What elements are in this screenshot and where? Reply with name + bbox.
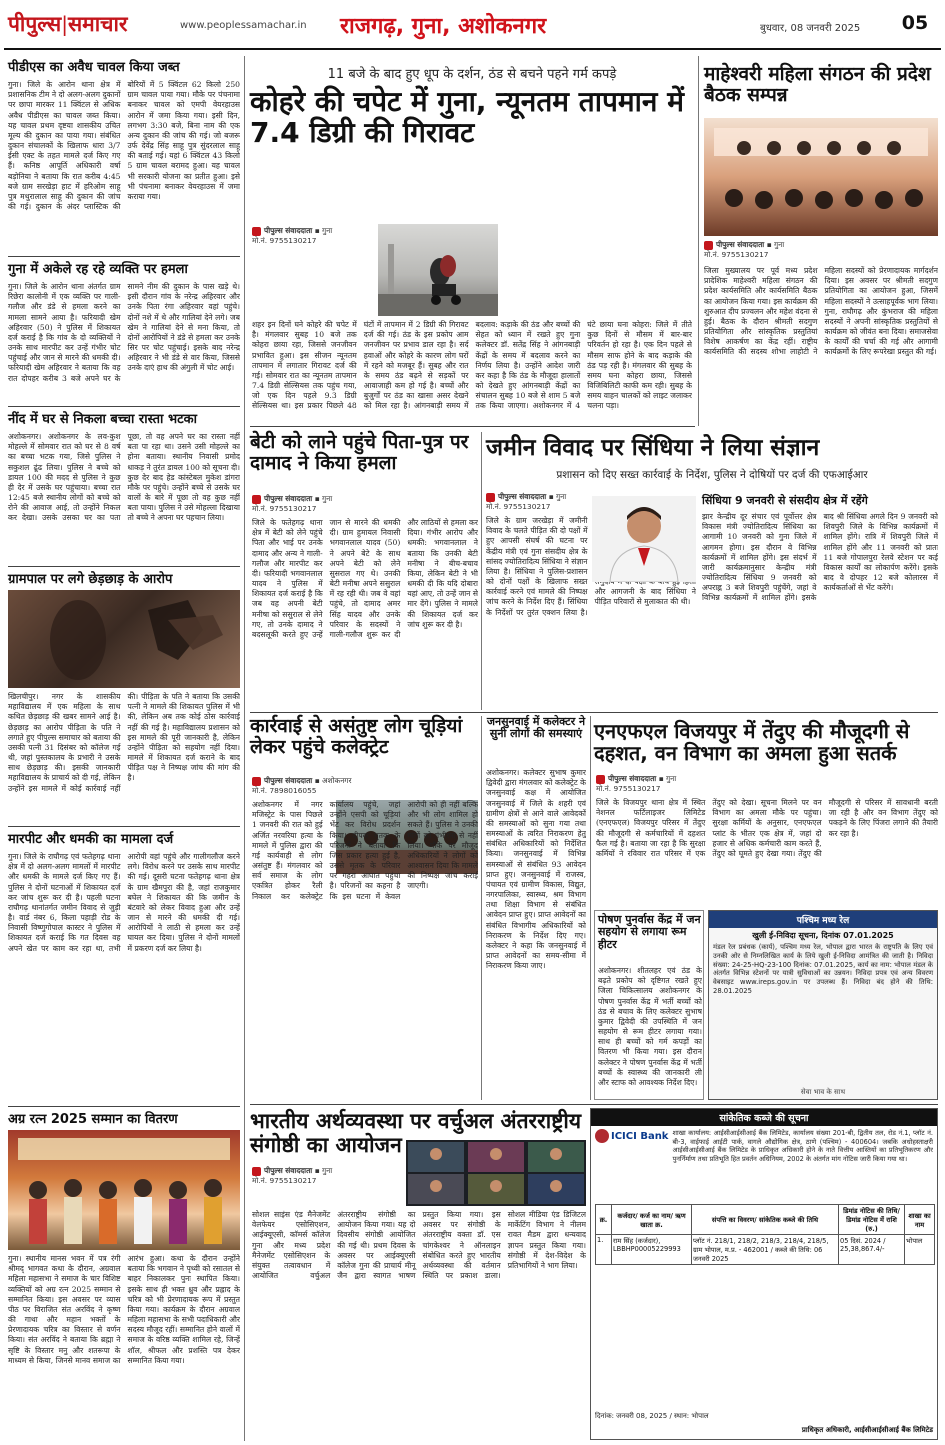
column-divider — [481, 432, 482, 710]
byline-place: गुना — [773, 240, 785, 249]
byline-source: पीपुल्स संवाददाता — [608, 774, 657, 783]
daughter-body: जिले के फतेहगढ़ थाना क्षेत्र में बेटी को लेने पहुंचे पिता और भाई पर उनके दामाद और अन्य ने गाली-गलौज और मारपीट कर दी। फरियादी भगवानलाल यादव ने पुलिस में शिकायत दर्ज कराई है कि जब वह अपनी बेटी मनीषा को ससुराल से लेने गए, तो उनके दामाद ने बदसलूकी करते हुए उन्हें जान से मारने की धमकी दी। ग्राम हुमायल निवासी भगवानलाल यादव (50) ने अपने बेटे के साथ अपने बेटी को लेने सुसराल गए थे। उनकी बेटी मनीषा अपने ससुराल में रह रही थी। जब वे वहां पहुंचे, तो दामाद अमर सिंह यादव और उनके परिवार के सदस्यों ने गाली-गलौज शुरू कर दी और लाठियों से हमला कर दिया। गंभीर आरोप और धमकी: भगवानलाल ने बताया कि उनकी बेटी मनीषा ने बीच-बचाव किया, लेकिन बेटी ने भी धमकी दी कि यदि दोबारा यहां आए, तो उन्हें जान से मार देंगे। पुलिस ने मामले की शिकायत दर्ज कर जांच शुरू कर दी है। — [252, 518, 478, 639]
bank-header: सांकेतिक कब्जे की सूचना — [591, 1109, 937, 1126]
maheshwari-photo — [704, 118, 938, 236]
section-rule — [250, 712, 938, 713]
hand-silhouette-illustration — [8, 590, 240, 688]
child-title: नींद में घर से निकला बच्चा रास्ता भटका — [8, 412, 197, 427]
bank-signature: प्राधिकृत अधिकारी, आईसीआईसीआई बैंक लिमिटेड — [801, 1426, 933, 1434]
column-divider — [244, 56, 245, 1441]
byline-phone: मो.नं. 9755130217 — [486, 501, 551, 511]
byline-phone: मो.नं. 9755130217 — [596, 783, 661, 793]
table-cell: भोपाल — [905, 1235, 935, 1265]
railway-body: मंडल रेल प्रबंधक (कार्य), पश्चिम मध्य रेल, भोपाल द्वारा भारत के राष्ट्रपति के लिए एवं उनकी ओर से निम्नलिखित कार्य के लिये खुली ई-निविदा आमंत्रित की जाती है। निविदा संख्या: 24-25-HQ-23-100 दिनांक: 07.01.2025, कार्य का नाम: भोपाल मंडल के अंतर्गत विभिन्न स्टेशनों पर यात्री सुविधाओं का उन्नयन। निविदा प्रपत्र एवं अन्य विवरण वेबसाइट www.ireps.gov.in पर उपलब्ध हैं। निविदा बंद होने की तिथि: 28.01.2025 — [713, 943, 933, 996]
heater-headline: पोषण पुनर्वास केंद्र में जन सहयोग से लगाया रूम हीटर — [598, 913, 701, 951]
assault-title: मारपीट और धमकी का मामला दर्ज — [8, 832, 174, 847]
table-cell: प्लॉट नं. 218/1, 218/2, 218/3, 218/4, 218/5, ग्राम भोपाल, म.प्र. - 462001 / कब्जे की तिथि: 06 जनवरी 2025 — [692, 1235, 839, 1265]
railway-tender-ad — [708, 910, 938, 1100]
fog-headline: कोहरे की चपेट में गुना, न्यूनतम तापमान में 7.4 डिग्री की गिरावट — [250, 85, 684, 150]
railway-title: खुली ई-निविदा सूचना, दिनांक 07.01.2025 — [752, 931, 894, 940]
byline-source: पीपुल्स संवाददाता — [716, 240, 765, 249]
seminar-byline: पीपुल्स संवाददाता ▪ गुना मो.नं. 9755130217 — [252, 1166, 333, 1185]
alone-title: गुना में अकेले रह रहे व्यक्ति पर हमला — [8, 262, 188, 277]
assault-body: गुना। जिले के राघौगढ़ एवं फतेहगढ़ थाना क्षेत्र में दो अलग-अलग मामलों में मारपीट और धमकी के मामले दर्ज किए गए हैं। पुलिस ने दोनों घटनाओं में शिकायत दर्ज कर जांच शुरू कर दी है। पहली घटना राघौगढ़ थानांतर्गत जमीन विवाद से जुड़ी है। वार्ड नंबर 6, किला पहाड़ी रोड के निवासी विष्णुगोपाल कास्टर ने पुलिस में शिकायत दर्ज कराई कि गत दिवस वह अपने खेत पर काम कर रहा था, तभी आरोपी वहां पहुंचे और गालीगलौज करने लगे। विरोध करने पर उसके साथ मारपीट की गई। दूसरी घटना फतेहगढ़ थाना क्षेत्र के ग्राम खैमपुरा की है, जहां राजकुमार बघेल ने शिकायत की कि जमीन के बंटवारे को लेकर विवाद हुआ और उन्हें जान से मारने की धमकी दी गई। आरोपियों ने लाठी से हमला कर उन्हें घायल कर दिया। पुलिस ने दोनों मामलों में प्रकरण दर्ज कर लिया है। — [8, 852, 240, 953]
icici-logo-text: ICICI Bank — [611, 1130, 669, 1142]
maheshwari-byline: पीपुल्स संवाददाता ▪ गुना मो.नं. 9755130217 — [704, 240, 785, 259]
newspaper-logo — [8, 10, 128, 38]
page-number: 05 — [901, 12, 929, 34]
icici-logo — [595, 1129, 668, 1143]
seminar-headline: भारतीय अर्थव्यवस्था पर वर्चुअल अंतरराष्ट्रीय संगोष्ठी का आयोजन — [250, 1109, 582, 1157]
byline-phone: मो.नं. 9755130217 — [252, 235, 317, 245]
byline-marker — [252, 495, 261, 504]
protest-headline: कार्रवाई से असंतुष्ट लोग चूड़ियां लेकर पहुंचे कलेक्ट्रेट — [250, 715, 463, 759]
byline-marker — [252, 227, 261, 236]
meeting-audience-illustration — [704, 118, 938, 236]
byline-source: पीपुल्स संवाददाता — [264, 776, 313, 785]
logo-right: समाचार — [67, 12, 128, 36]
hearing-body: अशोकनगर। कलेक्टर सुभाष कुमार द्विवेदी द्वारा मंगलवार को कलेक्ट्रेट के जनसुनवाई कक्ष में आयोजित जनसुनवाई में जिले के शहरी एवं ग्रामीण क्षेत्रों से आने वाले आवेदकों की समस्याओं को सुना गया तथा समस्याओं के त्वरित निराकरण हेतु संबंधित अधिकारियों को निर्देशित किया। जनसुनवाई में विभिन्न समस्याओं से संबंधित 93 आवेदन प्राप्त हुए। जनसुनवाई में राजस्व, पंचायत एवं ग्रामीण विकास, विद्युत, नगरपालिका, स्वास्थ्य, श्रम विभाग तथा शिक्षा विभाग से संबंधित आवेदन प्राप्त हुए। प्राप्त आवेदनों का संबंधित विभागीय अधिकारियों को निराकरण के निर्देश दिए गए। कलेक्टर ने कहा कि जनसुनवाई में प्राप्त आवेदनों का समय-सीमा में निराकरण किया जाए। — [486, 768, 586, 971]
daughter-byline: पीपुल्स संवाददाता ▪ गुना मो.नं. 9755130217 — [252, 494, 333, 513]
molest-title: ग्रामपाल पर लगे छेड़छाड़ के आरोप — [8, 572, 173, 587]
byline-place: गुना — [665, 774, 677, 783]
award-body: गुना। स्थानीय मानस भवन में पत्र रंगी श्रीमद्‍ भागवत कथा के दौरान, अग्रवाल महिला महासभा ने समाज के चार विशिष्ट व्यक्तियों को अग्र रत्न 2025 सम्मान से सम्मानित किया। इस अवसर पर व्यास पीठ पर विराजित संत अरविंद ने कृष्ण की गाथा और महान भक्तों के प्रेरणादायक चरित्र का विस्तार से वर्णन किया। संत अरविंद ने बताया कि ब्रह्मा ने सृष्टि के विस्तार मनु और शतरूपा के माध्यम से किया, जिनसे मानव समाज का आरंभ हुआ। कथा के दौरान उन्होंने बताया कि भगवान ने पृथ्वी को रसातल से बाहर निकालकर पुनः स्थापित किया। इसके साथ ही भक्त ध्रुव और प्रह्लाद के चरित्र को भी प्रेरणादायक रूप में प्रस्तुत किया गया। कार्यक्रम के दौरान अग्रवाल महिला महासभा के सभी पदाधिकारी और सदस्य मौजूद रहीं। सम्मानित होने वालों में समाज के वरिष्ठ व्यक्ति शामिल रहे, जिन्हें शॉल, श्रीफल और प्रशस्ति पत्र देकर सम्मानित किया गया। — [8, 1254, 240, 1365]
logo-left: पीपुल्स — [8, 12, 62, 36]
byline-marker — [252, 777, 261, 786]
section-rule — [250, 426, 695, 427]
maheshwari-body: जिला मुख्यालय पर पूर्व मध्य प्रदेश प्रादेशिक माहेश्वरी महिला संगठन की प्रदेश कार्यसमिति और कार्यसमिति बैठक का आयोजन किया गया। इस कार्यक्रम की शुरुआत दीप प्रज्वलन और महेश वंदना से हुई। बैठक के दौरान श्रीमती सदगुण प्रतियोगिता और सांस्कृतिक प्रस्तुतियां विशेष आकर्षण का केंद्र रहीं। राष्ट्रीय कार्यसमिति की सदस्य शोभा लाहोटी ने महिला सदस्यों को प्रेरणादायक मार्गदर्शन दिया। इस अवसर पर श्रीमती सदगुण प्रतियोगिता का आयोजन हुआ, जिसमें महिला सदस्यों ने उत्साहपूर्वक भाग लिया। गुना, राघौगढ़ और कुंभराज की महिला सदस्यों ने अपनी सांस्कृतिक प्रस्तुतियों से कार्यक्रम को जीवंत बना दिया। समाजसेवा के कार्यों की चर्चा की गई और आगामी कार्यक्रमों के लिए रूपरेखा प्रस्तुत की गई। — [704, 266, 938, 357]
bank-col-header: संपत्ति का विवरण/ सांकेतिक कब्जे की तिथि — [692, 1205, 839, 1235]
byline-place: अशोकनगर — [321, 776, 352, 785]
bank-col-header: शाखा का नाम — [905, 1205, 935, 1235]
website-link[interactable]: www.peoplessamachar.in — [180, 20, 307, 31]
issue-date: बुधवार, 08 जनवरी 2025 — [760, 23, 861, 34]
edition-title: राजगढ़, गुना, अशोकनगर — [340, 14, 547, 39]
railway-footer: सेवा भाव के साथ — [800, 1088, 846, 1096]
scindia-deck: प्रशासन को दिए सख्त कार्रवाई के निर्देश, पुलिस ने दोषियों पर दर्ज की एफआईआर — [556, 469, 868, 481]
table-row — [596, 1235, 935, 1265]
byline-place: गुना — [321, 1166, 333, 1175]
scindia-portrait — [592, 496, 696, 582]
politician-portrait-illustration — [592, 496, 696, 582]
scindia-headline: जमीन विवाद पर सिंधिया ने लिया संज्ञान — [486, 435, 820, 461]
table-cell: राम सिंह (कर्जदार), LBBHP00005229993 — [612, 1235, 692, 1265]
byline-marker — [486, 493, 495, 502]
protest-byline: पीपुल्स संवाददाता ▪ अशोकनगर मो.नं. 7898016055 — [252, 776, 352, 795]
byline-marker — [704, 241, 713, 250]
bank-intro-row — [591, 1126, 937, 1202]
visit-body: झार केन्द्रीय दूर संचार एवं पूर्वोत्तर क्षेत्र विकास मंत्री ज्योतिरादित्य सिंधिया का आगामी 10 जनवरी को गुना जिले में आगमन होगा। इस दौरान वे विभिन्न कार्यक्रमों में शामिल होंगे। इस संदर्भ में जारी कार्यक्रमानुसार केन्द्रीय मंत्री ज्योतिरादित्य सिंधिया 9 जनवरी को अपराह्न 3 बजे शिवपुरी पहुंचेंगे, जहां वे विभिन्न कार्यक्रमों में शामिल होंगे। इसके बाद श्री सिंधिया अगले दिन 9 जनवरी को शिवपुरी जिले के विभिन्न कार्यक्रमों में शामिल होंगे। रात्रि में शिवपुरी जिले में शामिल होंगे और 11 जनवरी को प्रातः 11 बजे गोपालपुरा रेलवे स्टेशन पर कई विकास कार्यों का लोकार्पण करेंगे। इसके बाद वे दोपहर 12 बजे कोलारस में कार्यकर्ताओं से भेंट करेंगे। — [702, 512, 938, 603]
section-rule — [8, 256, 240, 257]
byline-place: गुना — [321, 494, 333, 503]
section-rule — [250, 1104, 938, 1105]
scindia-byline: पीपुल्स संवाददाता ▪ गुना मो.नं. 9755130217 — [486, 492, 567, 511]
child-body: अशोकनगर। अशोकनगर के लव-कुश मोहल्ले में सोमवार रात को घर से 8 वर्ष का बच्चा भटक गया, जिसे पुलिस ने सकुशल ढूंढ लिया। पुलिस ने बच्चे को डायल 100 की मदद से पुलिस ने कुछ ही देर में उसके घर पहुंचाया। बच्चा रात 12:45 बजे स्थानीय लोगों को बच्चे को रोने की आवाज आई, तो उन्होंने निकल कर देखा। उसके उसका घर का पता पूछा, तो वह अपने घर का रास्ता नहीं बता पा रहा था। उसने उसी मोहल्ले का होना बताया। स्थानीय निवासी प्रमोद धाकड़ ने तुरंत डायल 100 को सूचना दी। कुछ देर बाद हेड कांस्टेबल मुकेश डांगरा मौके पर पहुंचे। उन्होंने बच्चे से उसके घर वालों के बारे में पूछा तो वह कुछ नहीं बता पाया। पुलिस ने उसे मोहल्ला दिखाया तो बच्चे ने अपना घर पहचान लिया। — [8, 432, 240, 523]
bank-notice-ad — [590, 1108, 938, 1440]
byline-source: पीपुल्स संवाददाता — [498, 492, 547, 501]
byline-marker — [596, 775, 605, 784]
fog-kicker: 11 बजे के बाद हुए धूप के दर्शन, ठंड से बचने पहने गर्म कपड़े — [327, 67, 617, 82]
byline-phone: मो.नं. 7898016055 — [252, 785, 317, 795]
logo-divider: | — [61, 12, 68, 36]
section-rule — [8, 1106, 240, 1107]
bank-table — [595, 1204, 935, 1265]
leopard-byline: पीपुल्स संवाददाता ▪ गुना मो.नं. 9755130217 — [596, 774, 677, 793]
bank-col-header: कर्जदार/ कर्ज का नाम/ ऋण खाता क्र. — [612, 1205, 692, 1235]
molest-body: खिलचीपुर। नगर के शासकीय महाविद्यालय में एक महिला के साथ कथित छेड़छाड़ की खबर सामने आई है। छेड़छाड़ का आरोप पीड़िता के पति ने लगाते हुए पीपुल्स समाचार को बताया की उसकी पत्नी 31 दिसंबर को कॉलेज गई थी, जहां पुस्तकालय के प्रभारी ने उसके साथ छेड़छाड़ की। इसकी जानकारी महाविद्यालय के प्राचार्य को दी गई, लेकिन उन्होंने इस मामले में कोई कार्रवाई नहीं की। पीड़िता के पति ने बताया कि उसकी पत्नी ने मामले की शिकायत पुलिस में भी की, लेकिन अब तक कोई ठोस कार्रवाई नहीं की गई है। महाविद्यालय प्रशासन को इस मामले की पूरी जानकारी है, लेकिन उन्होंने पीड़िता को सहयोग नहीं दिया। मामले में शिकायत दर्ज कराने के बाद पीड़ित पक्ष ने निष्पक्ष जांच की मांग की है। — [8, 692, 240, 793]
scindia-body: जिले के ग्राम जरखेड़ा में जमीनी विवाद के चलते पीड़ित की दो पक्षों में हुए आपसी संघर्ष की घटना पर केंद्रीय मंत्री एवं गुना संसदीय क्षेत्र के सांसद ज्योतिरादित्य सिंधिया ने संज्ञान लिया है। सिंधिया ने पुलिस-प्रशासन को दोनों पक्षों के खिलाफ सख्त कार्रवाई करने एवं मामले की निष्पक्ष जांच करने के निर्देश दिए हैं। सिंधिया के निर्देशों पर तुरंत एक्शन लिया है। और आगजनी के बाद सिंधिया ने पीड़ित परिवारों से मुलाकात की थी। — [486, 516, 696, 617]
molestation-photo — [8, 590, 240, 688]
protest-body: अशोकनगर में नगर मजिस्ट्रेट के पास पिछले 1 जनवरी की रात को हुई अर्जित नरवरिया हत्या के मामले में पुलिस द्वारा की गई कार्यवाही से लोग असंतुष्ट हैं। मंगलवार को सर्व समाज के लोग एकत्रित होकर रैली निकाल कर कलेक्ट्रेट कार्यालय पहुंचे, जहां उन्होंने एसपी को चूड़ियां भेंट कर विरोध प्रदर्शन किया। दीपक मृतक के परिजनों ने बताया कि जिस प्रकार हत्या हुई है, उससे मृतक के परिवार पर गहरा आघात पहुंचा है। परिजनों का कहना है कि इस घटना में केवल आरोपी को ही नहीं बल्कि और भी लोग शामिल हो सकते हैं। पुलिस ने उनकी मांगों को गंभीरता से नहीं लिया। मौके पर मौजूद अधिकारियों ने लोगों को आश्वासन दिया कि मामले की निष्पक्ष जांच कराई जाएगी। — [252, 800, 478, 901]
byline-phone: मो.नं. 9755130217 — [252, 503, 317, 513]
icici-logo-mark — [595, 1129, 609, 1143]
award-title: अग्र रत्न 2025 सम्मान का वितरण — [8, 1112, 178, 1127]
seminar-body: सोशल साइंस एंड मैनेजमेंट वेलफेयर एसोसिएशन, आईक्यूएसी, कॉमर्स कॉलेज गुना और मध्य प्रदेश मैनेजमेंट एसोसिएशन के संयुक्त तत्वावधान में आयोजित वर्चुअल अंतरराष्ट्रीय संगोष्ठी का आयोजन किया गया। यह दो दिवसीय संगोष्ठी आयोजित की गई थी। प्रथम दिवस के अवसर पर आईक्यूएसी कॉलेज गुना की प्राचार्य मीनू जैन द्वारा स्वागत भाषण प्रस्तुत किया गया। इस अवसर पर संगोष्ठी के अंतरराष्ट्रीय वक्ता डॉ. एस चांगकेश्वर ने ऑनलाइन संबोधित करते हुए भारतीय अर्थव्यवस्था की वर्तमान स्थिति पर प्रकाश डाला। सोशल मीडिया एंड डिजिटल मार्केटिंग विभाग ने नीलम रावत मैडम द्वारा धन्यवाद ज्ञापन प्रस्तुत किया गया। संगोष्ठी में देश-विदेश के प्रतिभागियों ने भाग लिया। — [252, 1210, 586, 1281]
section-rule — [8, 566, 240, 567]
masthead-rule — [4, 48, 941, 50]
column-divider — [481, 716, 482, 1100]
rice-title: पीडीएस का अवैध चावल किया जब्त — [8, 60, 180, 75]
section-rule — [8, 826, 240, 827]
table-cell: 05 दिसं. 2024 / 25,38,867.4/- — [839, 1235, 905, 1265]
railway-header: पश्चिम मध्य रेल — [709, 911, 937, 928]
masthead — [0, 0, 945, 52]
visit-title: सिंधिया 9 जनवरी से संसदीय क्षेत्र में रहेंगे — [702, 494, 868, 507]
fog-body: शहर इन दिनों घने कोहरे की चपेट में है। मंगलवार सुबह 10 बजे तक कोहरा छाया रहा, जिससे जनजीवन प्रभावित हुआ। इस सीजन न्यूनतम तापमान में लगातार गिरावट दर्ज की गई। सोमवार रात का न्यूनतम तापमान 7.4 डिग्री सेल्सियस तक पहुंच गया, जो एक दिन पहले 9.3 डिग्री सेल्सियस था। इस प्रकार पिछले 48 घंटों में तापमान में 2 डिग्री की गिरावट दर्ज की गई। ठंड के इस प्रकोप आम जनजीवन पर प्रभाव डाल रहा है। सर्द हवाओं और कोहरे के कारण लोग घरों में रहने को मजबूर हैं। सुबह और रात के समय ठंड बढ़ने से सड़कों पर आवाजाही कम हो गई है। बच्चों और बुजुर्गों पर ठंड का खासा असर देखने को मिल रहा है। आंगनबाड़ी समय में बदलाव: कड़ाके की ठंड और बच्चों की सेहत को ध्यान में रखते हुए गुना कलेक्टर डॉ. सतेंद्र सिंह ने आंगनबाड़ी केंद्रों के समय में बदलाव करने का निर्णय लिया है। उन्होंने आदेश जारी कर कहा है कि ठंड के मौजूदा हालातों को देखते हुए आंगनबाड़ी केंद्रों का संचालन सुबह 10 बजे से शाम 5 बजे तक किया जाएगा। अशोकनगर में 4 घंटे छाया घना कोहरा: जिले में तीते कुछ दिनों से मौसम में बार-बार परिवर्तन हो रहा है। एक दिन पहले से मौसम साफ होने के बाद कड़ाके की ठंड पड़ रही है। मंगलवार की सुबह के समय घना कोहरा छाया, जिससे विजिबिलिटी काफी कम रही। सुबह के समय वाहन चालकों को लाइट जलाकर चलना पड़ा। — [252, 320, 692, 411]
fog-byline: पीपुल्स संवाददाता ▪ गुना मो.नं. 9755130217 — [252, 226, 333, 245]
column-divider — [698, 56, 699, 426]
leopard-headline: एनएफएल विजयपुर में तेंदुए की मौजूदगी से दहशत, वन विभाग का अमला हुआ सतर्क — [594, 719, 910, 766]
heater-body: अशोकनगर। शीतलहर एवं ठंड के बढ़ते प्रकोप को दृष्टिगत रखते हुए जिला चिकित्सालय अशोकनगर के पोषण पुनर्वास केंद्र में भर्ती बच्चों को ठंड से बचाव के लिए कलेक्टर सुभाष कुमार द्विवेदी की उपस्थिति में जन सहयोग से रूम हीटर लगाया गया। साथ ही बच्चों को गर्म कपड़ों का वितरण भी किया गया। इस दौरान कलेक्टर ने पोषण पुनर्वास केंद्र में भर्ती बच्चों के स्वास्थ्य की जानकारी ली और स्टाफ को आवश्यक निर्देश दिए। — [598, 966, 702, 1087]
bank-footer: दिनांक: जनवरी 08, 2025 / स्थान: भोपाल — [595, 1412, 709, 1420]
video-conference-screenshot — [406, 1140, 586, 1206]
byline-phone: मो.नं. 9755130217 — [704, 249, 769, 259]
table-cell: 1. — [596, 1235, 612, 1265]
byline-place: गुना — [555, 492, 567, 501]
award-ceremony-photo — [8, 1130, 240, 1250]
group-photo-illustration — [8, 1130, 240, 1250]
bank-col-header: क्र. — [596, 1205, 612, 1235]
rice-body: गुना। जिले के आरोन थाना क्षेत्र में प्रशासनिक टीम ने दो अलग-अलग दुकानों पर छापा मारकर 11 क्विंटल से अधिक अवैध पीडीएस का चावल जब्त किया। यह चावल प्रथम दृष्टया शासकीय उचित मूल्य की दुकान का पाया गया। संबंधित दुकान संचालकों के खिलाफ धारा 3/7 ईसी एक्ट के तहत मामले दर्ज किए गए हैं। कनिष्ठ आपूर्ति अधिकारी वर्षा बड़ोनिया ने बताया कि रात करीब 4:45 बजे ग्राम सरखेड़ा हाट में हरिओम साहू पुत्र मथुरालाल साहू की दुकान की जांच की गई। दुकान के अंदर प्लास्टिक की बोरियों में 5 क्विंटल 62 किलो 250 ग्राम चावल पाया गया। मौके पर पंचनामा बनाकर चावल को एमपी वेयरहाउस आरोन में जमा किया गया। इसी दिन, लगभग 3:30 बजे, बिना नाम की एक अन्य दुकान की जांच की गई। जो बजरू उर्फ देवेंद्र सिंह साहू पुत्र सुंदरलाल साहू की बताई गई। यहां 6 क्विंटल 43 किलो 5 ग्राम चावल बरामद हुआ। यह चावल भी सरकारी योजना का प्रतीत हुआ। इसे भी पंचनामा बनाकर वेयरहाउस में जमा कराया गया। — [8, 80, 240, 212]
leopard-body: जिले के विजयपुर थाना क्षेत्र में स्थित नेशनल फर्टिलाइजर लिमिटेड (एनएफएल) विजयपुर परिसर में तेंदुए की मौजूदगी से कर्मचारियों में दहशत फैल गई है। बताया जा रहा है कि सुरक्षा कर्मियों ने रविवार रात परिसर में एक तेंदुए को देखा। सूचना मिलने पर वन विभाग का अमला मौके पर पहुंचा। सुरक्षा कर्मियों के अनुसार, एनएफएल प्लांट के भीतर एक क्षेत्र में, जहां दो हजार से अधिक कर्मचारी काम करते हैं, तेंदुए को घूमते हुए देखा गया। तेंदुए की मौजूदगी से परिसर में सावधानी बरती जा रही है और वन विभाग तेंदुए को पकड़ने के लिए पिंजरा लगाने की तैयारी कर रहा है। — [596, 798, 938, 858]
byline-source: पीपुल्स संवाददाता — [264, 1166, 313, 1175]
byline-marker — [252, 1167, 261, 1176]
byline-source: पीपुल्स संवाददाता — [264, 494, 313, 503]
maheshwari-headline: माहेश्वरी महिला संगठन की प्रदेश बैठक सम्पन्न — [704, 63, 931, 107]
column-divider — [590, 716, 591, 1100]
hearing-headline: जनसुनवाई में कलेक्टर ने सुनी लोगों की समस्याएं — [486, 715, 586, 741]
bank-table-header — [596, 1205, 935, 1235]
video-tiles-illustration — [406, 1140, 586, 1206]
alone-body: गुना। जिले के आरोन थाना अंतर्गत ग्राम रिछेरा कालोनी में एक व्यक्ति पर गाली-गलौज और डंडे से हमला करने का मामला सामने आया है। फरियादी खेम अहिरवार (50) ने पुलिस में शिकायत दर्ज कराई है कि गांव के दो व्यक्तियों ने उनके साथ मारपीट कर उन्हें गंभीर चोट पहुंचाई और जान से मारने की धमकी दी। फरियादी खेम अहिरवार ने बताया कि वह रात दोपहर करीब 3 बजे अपने घर के सामने नीम की दुकान के पास खड़े थे। इसी दौरान गांव के नरेन्द्र अहिरवार और उनके पिता रंगा अहिरवार वहां पहुंचे। दोनों नशे में थे और गालियां देने लगे। जब खेम ने गालियां देने से मना किया, तो दोनों आरोपियों ने डंडे से हमला कर उनके सिर पर चोट पहुंचाई। इसके बाद नरेन्द्र अहिरवार ने भी डंडे से वार किया, जिससे उनके दाएं हाथ की अंगुली में चोट आई। — [8, 282, 240, 383]
section-rule — [8, 406, 240, 407]
byline-source: पीपुल्स संवाददाता — [264, 226, 313, 235]
byline-place: गुना — [321, 226, 333, 235]
daughter-headline: बेटी को लाने पहुंचे पिता-पुत्र पर दामाद ने किया हमला — [250, 431, 469, 475]
bank-intro: शाखा कार्यालय: आईसीआईसीआई बैंक लिमिटेड, कार्यालय संख्या 201-बी, द्वितीय तल, रोड नं.1, प्लॉट नं. बी-3, वाईफाई आईटी पार्क, वागले औद्योगिक क्षेत्र, ठाणे (पश्चिम) - 400604। जबकि अधोहस्ताक्षरी आईसीआईसीआई बैंक लिमिटेड के प्राधिकृत अधिकारी होने के नाते वित्तीय आस्तियों का प्रतिभूतिकरण और पुनर्निर्माण तथा प्रतिभूति हित प्रवर्तन अधिनियम, 2002 के अंतर्गत मांग नोटिस जारी किया गया था। — [672, 1129, 933, 1163]
bank-col-header: डिमांड नोटिस की तिथि/ डिमांड नोटिस में राशि (रु.) — [839, 1205, 905, 1235]
byline-phone: मो.नं. 9755130217 — [252, 1175, 317, 1185]
